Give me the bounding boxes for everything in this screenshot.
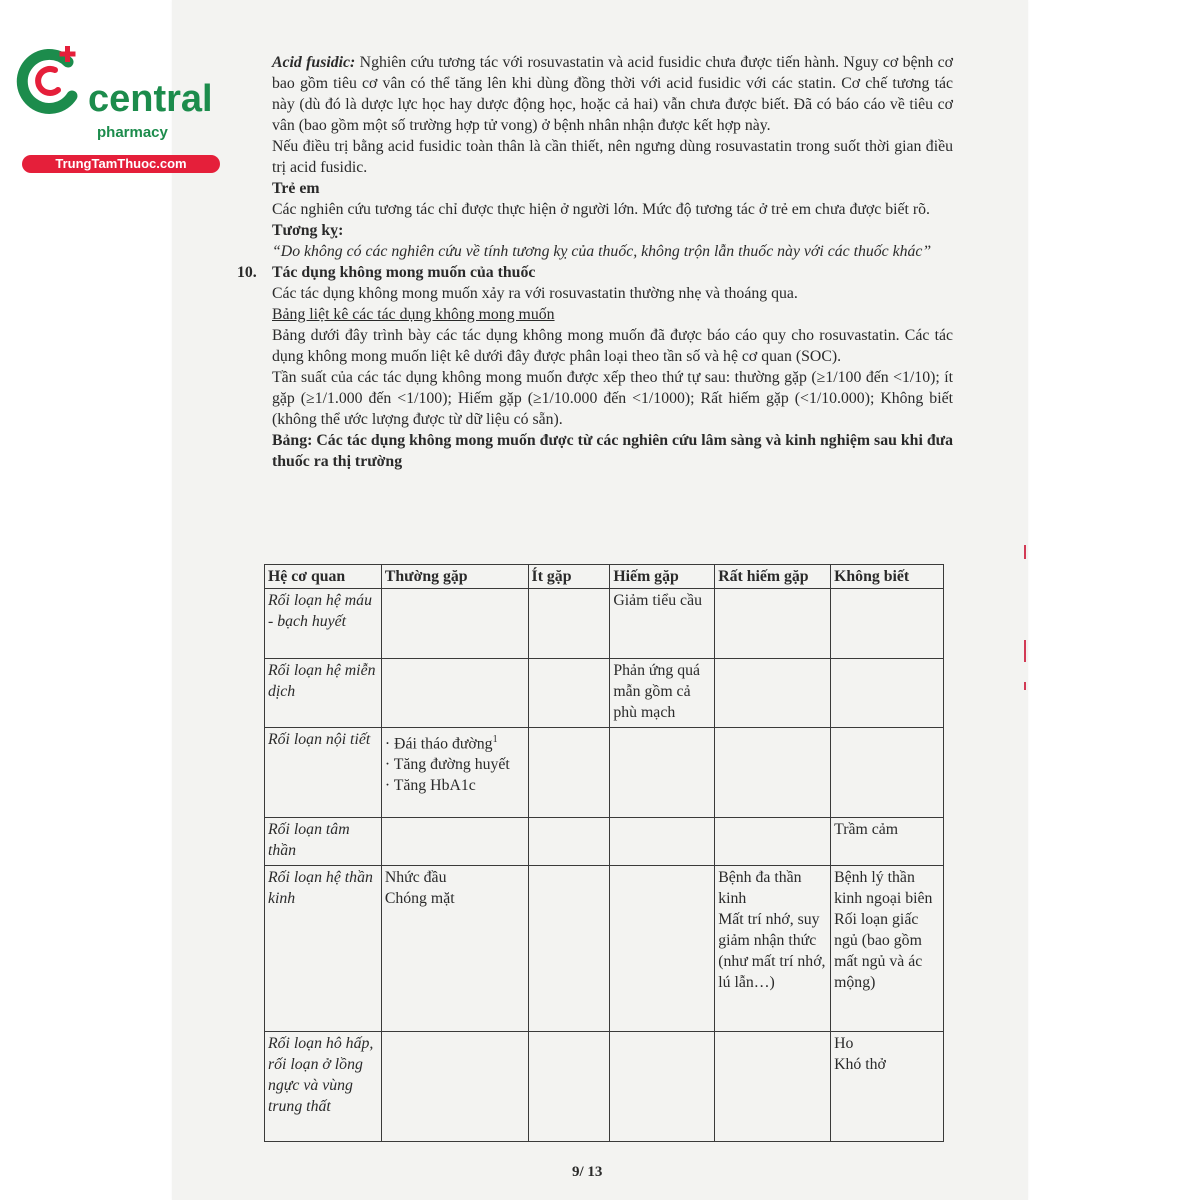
common-cell (381, 728, 528, 818)
unknown-cell (831, 1032, 944, 1142)
document-body (237, 52, 953, 472)
unknown-cell: Trầm cảm (831, 818, 944, 866)
unknown-effect-item: Bệnh lý thần kinh ngoại biên (834, 869, 933, 907)
adverse-list-title: Bảng liệt kê các tác dụng không mong muốn (272, 306, 555, 323)
rare-cell (610, 818, 715, 866)
children-heading: Trẻ em (272, 180, 320, 197)
rare-cell: Phản ứng quá mẫn gồm cả phù mạch (610, 659, 715, 728)
table-row (265, 659, 944, 728)
common-effect-item: Chóng mặt (384, 890, 455, 907)
common-effect-item: Nhức đầu (384, 869, 447, 886)
unknown-effect-item: Ho (834, 1035, 854, 1052)
very-rare-cell (715, 818, 831, 866)
header-rare: Hiếm gặp (610, 565, 715, 589)
common-cell (381, 589, 528, 659)
common-cell (381, 866, 528, 1032)
organ-system-cell: Rối loạn hệ máu - bạch huyết (265, 589, 382, 659)
common-effect-item: · Tăng HbA1c (384, 777, 476, 795)
section-title: Tác dụng không mong muốn của thuốc (272, 264, 536, 281)
unknown-cell (831, 866, 944, 1032)
logo-brand: central (88, 78, 213, 120)
organ-system-cell: Rối loạn hô hấp, rối loạn ở lồng ngực và vùng trung thất (265, 1032, 382, 1142)
table-row (265, 818, 944, 866)
uncommon-cell (528, 728, 610, 818)
very-rare-cell (715, 1032, 831, 1142)
header-common: Thường gặp (381, 565, 528, 589)
incompatibility-text: “Do không có các nghiên cứu về tính tương kỵ của thuốc, không trộn lẫn thuốc này với các thuốc khác” (272, 243, 932, 260)
header-unknown: Không biết (831, 565, 944, 589)
organ-system-cell: Rối loạn hệ thần kinh (265, 866, 382, 1032)
very-rare-cell (715, 659, 831, 728)
fusidic-label: Acid fusidic: (272, 54, 356, 71)
central-pharmacy-logo (10, 38, 215, 171)
common-cell (381, 818, 528, 866)
common-cell (381, 1032, 528, 1142)
unknown-effect-item: Khó thở (834, 1056, 886, 1073)
unknown-effect-item: Rối loạn giấc ngủ (bao gồm mất ngủ và ác mộng) (834, 911, 923, 991)
scan-edge-mark (1024, 640, 1026, 662)
section-10-heading (237, 262, 953, 283)
fusidic-advice: Nếu điều trị bằng acid fusidic toàn thân là cần thiết, nên ngưng dùng rosuvastatin trong suốt thời gian điều trị acid fusidic. (272, 138, 953, 176)
uncommon-cell (528, 589, 610, 659)
unknown-cell (831, 659, 944, 728)
scan-edge-mark (1024, 545, 1026, 559)
logo-subtitle: pharmacy (97, 124, 168, 141)
children-text: Các nghiên cứu tương tác chỉ được thực hiện ở người lớn. Mức độ tương tác ở trẻ em chưa được biết rõ. (272, 201, 930, 218)
very-rare-cell (715, 866, 831, 1032)
very-rare-cell (715, 728, 831, 818)
rare-cell (610, 1032, 715, 1142)
uncommon-cell (528, 1032, 610, 1142)
adverse-effects-table (264, 564, 944, 1142)
header-organ-system: Hệ cơ quan (265, 565, 382, 589)
very-rare-cell (715, 589, 831, 659)
very-rare-effect-item: Bệnh đa thần kinh (718, 869, 802, 907)
common-effect-item: · Tăng đường huyết (384, 756, 510, 774)
page-number: 9/ 13 (572, 1164, 603, 1180)
logo-c-mark-icon (10, 38, 90, 118)
adverse-intro: Các tác dụng không mong muốn xảy ra với rosuvastatin thường nhẹ và thoáng qua. (272, 285, 798, 302)
uncommon-cell (528, 866, 610, 1032)
organ-system-cell: Rối loạn hệ miễn dịch (265, 659, 382, 728)
organ-system-cell: Rối loạn nội tiết (265, 728, 382, 818)
unknown-cell (831, 728, 944, 818)
header-uncommon: Ít gặp (528, 565, 610, 589)
common-cell (381, 659, 528, 728)
uncommon-cell (528, 818, 610, 866)
footnote-marker: 1 (492, 734, 498, 745)
scan-edge-mark (1024, 682, 1026, 690)
header-very-rare: Rất hiếm gặp (715, 565, 831, 589)
organ-system-cell: Rối loạn tâm thần (265, 818, 382, 866)
very-rare-effect-item: Mất trí nhớ, suy giảm nhận thức (như mất trí nhớ, lú lẫn…) (718, 911, 826, 991)
table-row (265, 866, 944, 1032)
table-row (265, 728, 944, 818)
fusidic-text: Nghiên cứu tương tác với rosuvastatin và acid fusidic chưa được tiến hành. Nguy cơ bệnh cơ bao gồm tiêu cơ vân có thể tăng lên khi dùng đồng thời với acid fusidic với các statin. Cơ chế tương tác này (dù đó là dược lực học hay dược động học, hoặc cả hai) vẫn chưa được biết. Đã có báo cáo về tiêu cơ vân (bao gồm một số trường hợp tử vong) ở bệnh nhân nhận được kết hợp này. (272, 54, 953, 134)
unknown-cell (831, 589, 944, 659)
rare-cell (610, 728, 715, 818)
section-number: 10. (237, 264, 257, 281)
table-row (265, 589, 944, 659)
uncommon-cell (528, 659, 610, 728)
adverse-para-1: Bảng dưới đây trình bày các tác dụng không mong muốn đã được báo cáo quy cho rosuvastatin. Các tác dụng không mong muốn liệt kê dưới đây được phân loại theo tần số và hệ cơ quan (SOC). (272, 327, 953, 365)
common-effect-item: · Đái tháo đường$^1$ (384, 734, 498, 753)
table-header-row (265, 565, 944, 589)
table-row (265, 1032, 944, 1142)
adverse-para-2: Tần suất của các tác dụng không mong muốn được xếp theo thứ tự sau: thường gặp (≥1/100 đến <1/10); ít gặp (≥1/1.000 đến <1/100); Hiếm gặp (≥1/10.000 đến <1/1000); Rất hiếm gặp (<1/10.000); Không biết (không thể ước lượng được từ dữ liệu có sẵn). (272, 369, 953, 428)
table-caption: Bảng: Các tác dụng không mong muốn được từ các nghiên cứu lâm sàng và kinh nghiệm sau khi đưa thuốc ra thị trường (272, 432, 953, 470)
rare-cell (610, 866, 715, 1032)
fusidic-paragraph (272, 52, 953, 136)
logo-website-banner: TrungTamThuoc.com (22, 155, 220, 173)
rare-cell: Giảm tiểu cầu (610, 589, 715, 659)
incompatibility-heading: Tương kỵ: (272, 222, 344, 239)
